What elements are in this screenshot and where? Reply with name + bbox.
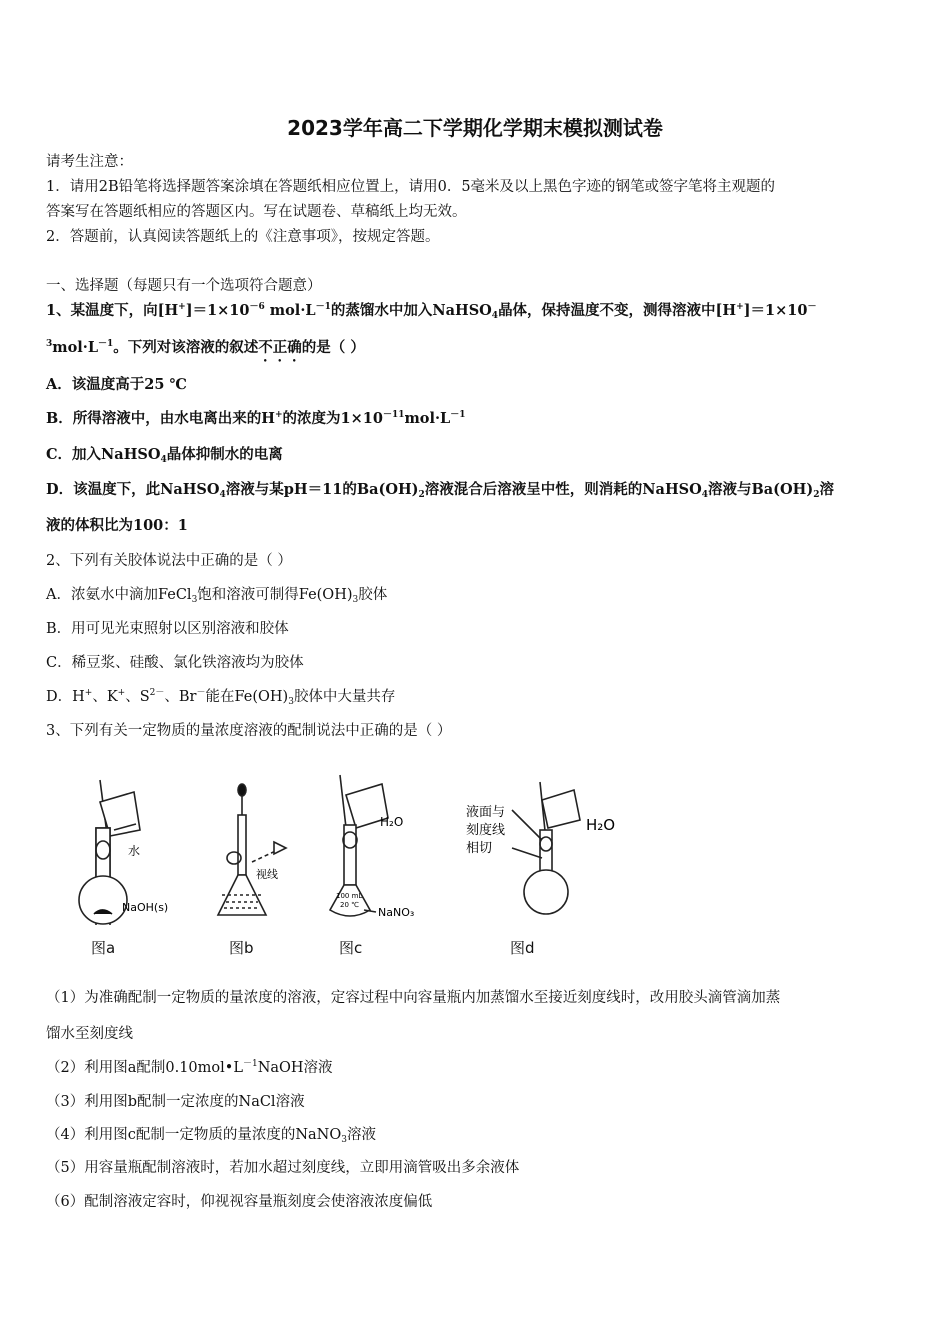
- section-heading: 一、选择题（每题只有一个选项符合题意）: [46, 278, 322, 294]
- q1-stem-line1: 1、某温度下，向$[H^+]=1\times 10^{-6}$ $mol\cdot L^{-1}$的蒸馏水中加入NaHSO$_4$晶体，保持温度不变，测得溶液中[H+]＝1×10－: [46, 302, 817, 321]
- figure-d-diagram: [462, 770, 632, 930]
- label-h2o: H₂O: [380, 815, 404, 829]
- label-sight: 视线: [256, 868, 278, 881]
- q3-statement-4: （4）利用图c配制一定物质的量浓度的NaNO$_3$溶液: [46, 1127, 376, 1145]
- q2-stem: 2、下列有关胶体说法中正确的是（ ）: [46, 553, 292, 569]
- label-volume: 100 mL: [336, 892, 363, 900]
- q2-option-b: B．用可见光束照射以区别溶液和胶体: [46, 621, 289, 637]
- label-d-3: 相切: [466, 841, 493, 856]
- figure-b-diagram: [212, 770, 312, 930]
- q2-option-a: A．浓氨水中滴加FeCl$_3$饱和溶液可制得$Fe(OH)_3$胶体: [46, 587, 388, 605]
- figure-a-label: 图a: [91, 939, 116, 957]
- notice-item-2: 2．答题前，认真阅读答题纸上的《注意事项》，按规定答题。: [46, 229, 440, 245]
- notice-item-1a: 1．请用2B铅笔将选择题答案涂填在答题纸相应位置上，请用0．5毫米及以上黑色字迹的钢笔或签字笔将主观题的: [46, 179, 776, 195]
- notice-heading: 请考生注意：: [46, 154, 133, 170]
- q2-option-c: C．稀豆浆、硅酸、氯化铁溶液均为胶体: [46, 655, 304, 671]
- q1-option-d-line2: 液的体积比为100：1: [46, 517, 188, 534]
- label-naoh: NaOH(s): [122, 901, 169, 914]
- q3-statement-1b: 馏水至刻度线: [46, 1026, 133, 1042]
- figure-a-diagram: [70, 770, 190, 925]
- q3-statement-2: （2）利用图a配制$0.10mol•L^{-1}NaOH$溶液: [46, 1059, 333, 1076]
- label-nano3: NaNO₃: [378, 906, 415, 919]
- page-title: 2023学年高二下学期化学期末模拟测试卷: [287, 116, 663, 140]
- figure-c-diagram: [322, 770, 442, 930]
- q1-stem-line2: $^3mol\cdot L^{-1}$。下列对该溶液的叙述不正确的是（ ）: [46, 339, 365, 356]
- q3-statement-5: （5）用容量瓶配制溶液时，若加水超过刻度线，立即用滴管吸出多余液体: [46, 1160, 520, 1176]
- figure-c-label: 图c: [339, 939, 363, 957]
- q2-option-d: D．H+、K+、$S^{2-}$、Br－能在$Fe(OH)_3$胶体中大量共存: [46, 688, 396, 707]
- notice-item-1b: 答案写在答题纸相应的答题区内。写在试题卷、草稿纸上均无效。: [46, 204, 467, 220]
- label-d-1: 液面与: [466, 805, 506, 820]
- q1-option-d-line1: D．该温度下，此NaHSO$_4$溶液与某pH＝11的$Ba(OH)_2$溶液混合后溶液呈中性，则消耗的NaHSO$_4$溶液与$Ba(OH)_2$溶: [46, 481, 834, 500]
- label-d-2: 刻度线: [466, 823, 506, 838]
- label-water: 水: [128, 844, 141, 858]
- figure-b-label: 图b: [229, 939, 254, 957]
- q3-statement-1a: （1）为准确配制一定物质的量浓度的溶液，定容过程中向容量瓶内加蒸馏水至接近刻度线时，改用胶头滴管滴加蒸: [46, 990, 781, 1006]
- q3-stem: 3、下列有关一定物质的量浓度溶液的配制说法中正确的是（ ）: [46, 723, 452, 739]
- label-temp: 20 ℃: [340, 901, 359, 909]
- figure-d-label: 图d: [510, 939, 535, 957]
- flask-bulb: [79, 876, 127, 924]
- q1-option-c: C．加入NaHSO$_4$晶体抑制水的电离: [46, 446, 283, 465]
- q1-option-a: A．该温度高于25 ℃: [46, 376, 187, 393]
- q1-option-b: B．所得溶液中，由水电离出来的H+的浓度为$1\times 10^{-11}mol\cdot L^{-1}$: [46, 410, 466, 427]
- q3-statement-6: （6）配制溶液定容时，仰视视容量瓶刻度会使溶液浓度偏低: [46, 1194, 433, 1210]
- label-d-h2o: H₂O: [586, 816, 616, 834]
- q3-statement-3: （3）利用图b配制一定浓度的NaCl溶液: [46, 1094, 305, 1110]
